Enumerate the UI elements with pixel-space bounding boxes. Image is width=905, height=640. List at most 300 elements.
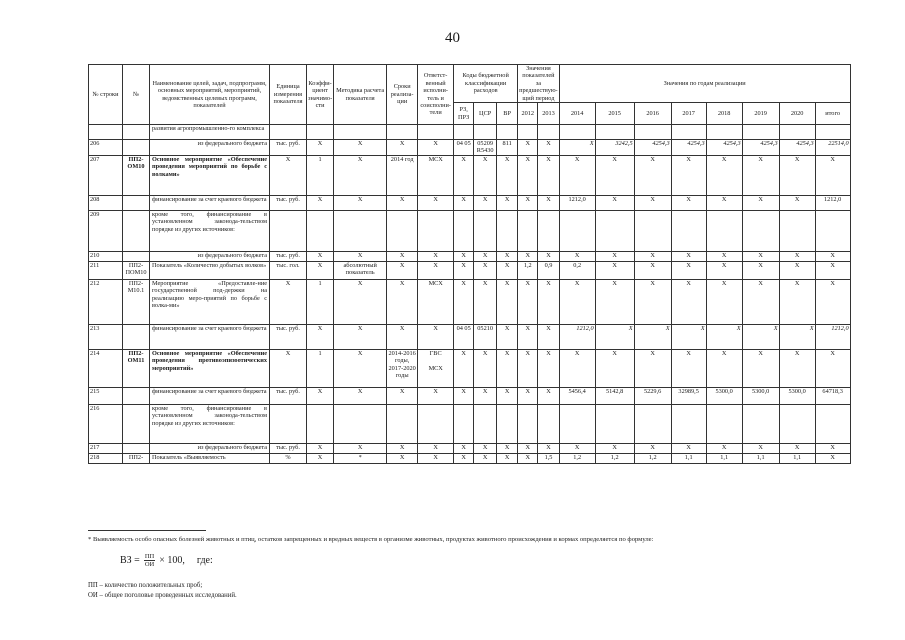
cell-v2012	[518, 210, 538, 251]
cell-v2018: X	[706, 443, 742, 453]
cell-csr: 05209 R5430	[474, 140, 497, 156]
cell-v2018	[706, 125, 742, 140]
cell-method: X	[334, 140, 387, 156]
header-budget-codes: Коды бюджетной классификации расходов	[454, 65, 518, 103]
cell-n	[123, 324, 150, 349]
footnote: * Выявляемость особо опасных болезней животных и птиц, остатков запрещенных и вредных веществ в организме животных, продуктах животного происхождения и кормах определяется по формуле:	[88, 536, 654, 543]
cell-unit	[270, 125, 307, 140]
formula-numerator: ПП	[144, 553, 155, 560]
header-name: Наименование целей, задач, подпрограмм, основных мероприятий, мероприятий, ведомственных целевых программ, показателей	[150, 65, 270, 125]
cell-v2014: X	[559, 155, 595, 195]
cell-v2016: 5229,6	[634, 387, 671, 404]
cell-total: X	[815, 279, 850, 324]
cell-unit: X	[270, 279, 307, 324]
table-row	[89, 140, 851, 156]
header-csr: ЦСР	[474, 103, 497, 125]
cell-rz: X	[454, 349, 474, 387]
cell-method: X	[334, 324, 387, 349]
cell-total: X	[815, 261, 850, 279]
cell-coef: 1	[307, 279, 334, 324]
cell-v2018: X	[706, 349, 742, 387]
definitions	[88, 581, 237, 601]
header-responsible: Ответст-венный исполни-тель и соисполни-тели	[418, 65, 454, 125]
cell-method: X	[334, 155, 387, 195]
cell-coef: X	[307, 251, 334, 261]
cell-resp: МСХ	[418, 155, 454, 195]
cell-v2020: X	[779, 443, 815, 453]
cell-coef	[307, 125, 334, 140]
header-2012: 2012	[518, 103, 538, 125]
cell-v2019: X	[742, 251, 779, 261]
cell-id: 211	[89, 261, 123, 279]
cell-id: 213	[89, 324, 123, 349]
cell-method: X	[334, 387, 387, 404]
cell-unit	[270, 210, 307, 251]
cell-method: X	[334, 443, 387, 453]
cell-term: X	[387, 443, 418, 453]
cell-v2016: X	[634, 279, 671, 324]
cell-vr: X	[497, 261, 518, 279]
cell-v2018: X	[706, 251, 742, 261]
cell-v2015	[595, 404, 634, 443]
cell-vr: 811	[497, 140, 518, 156]
cell-id: 212	[89, 279, 123, 324]
cell-v2018: X	[706, 261, 742, 279]
cell-v2018: X	[706, 155, 742, 195]
cell-vr	[497, 404, 518, 443]
cell-coef: X	[307, 261, 334, 279]
cell-vr: X	[497, 387, 518, 404]
cell-v2015: X	[595, 324, 634, 349]
cell-vr: X	[497, 453, 518, 463]
cell-v2012: X	[518, 453, 538, 463]
cell-v2018: 1,1	[706, 453, 742, 463]
cell-vr	[497, 210, 518, 251]
table-row	[89, 404, 851, 443]
cell-id: 206	[89, 140, 123, 156]
cell-v2019: 5300,0	[742, 387, 779, 404]
cell-v2012: X	[518, 251, 538, 261]
cell-resp: X	[418, 195, 454, 210]
cell-v2018	[706, 210, 742, 251]
cell-csr: X	[474, 443, 497, 453]
cell-v2019: X	[742, 349, 779, 387]
cell-n	[123, 251, 150, 261]
header-total: итого	[815, 103, 850, 125]
cell-term	[387, 404, 418, 443]
cell-v2019: X	[742, 324, 779, 349]
cell-v2017: X	[671, 155, 706, 195]
cell-v2014: X	[559, 279, 595, 324]
cell-v2017: X	[671, 443, 706, 453]
formula	[120, 553, 213, 568]
cell-v2017: X	[671, 349, 706, 387]
cell-v2013: X	[538, 387, 559, 404]
cell-n	[123, 140, 150, 156]
cell-n: ПП2-ОМ10	[123, 155, 150, 195]
cell-method	[334, 404, 387, 443]
definition-pp: ПП – количество положительных проб;	[88, 582, 203, 589]
cell-v2013	[538, 404, 559, 443]
cell-v2016	[634, 125, 671, 140]
cell-v2019	[742, 210, 779, 251]
cell-unit: тыс. гол.	[270, 261, 307, 279]
cell-v2020: 1,1	[779, 453, 815, 463]
cell-name: финансирование за счет краевого бюджета	[150, 387, 270, 404]
cell-v2017	[671, 125, 706, 140]
cell-rz: X	[454, 453, 474, 463]
cell-n	[123, 195, 150, 210]
cell-name: Показатель «Количество добытых волков»	[150, 261, 270, 279]
cell-n	[123, 443, 150, 453]
cell-v2016: X	[634, 349, 671, 387]
cell-id: 218	[89, 453, 123, 463]
cell-rz: 04 05	[454, 140, 474, 156]
cell-term	[387, 210, 418, 251]
cell-vr: X	[497, 443, 518, 453]
formula-where: где:	[196, 555, 213, 566]
table-row	[89, 443, 851, 453]
cell-name: из федерального бюджета	[150, 443, 270, 453]
cell-v2012: X	[518, 140, 538, 156]
table-row	[89, 279, 851, 324]
cell-v2014: 1212,0	[559, 195, 595, 210]
cell-unit: тыс. руб.	[270, 140, 307, 156]
cell-v2020	[779, 404, 815, 443]
cell-method: абсолютный показатель	[334, 261, 387, 279]
cell-v2013: X	[538, 155, 559, 195]
formula-lhs: ВЗ =	[120, 555, 140, 566]
footnote-divider	[88, 530, 206, 531]
cell-v2013: 1,5	[538, 453, 559, 463]
cell-unit: тыс. руб.	[270, 251, 307, 261]
cell-v2016: X	[634, 443, 671, 453]
cell-method: X	[334, 251, 387, 261]
cell-v2014	[559, 210, 595, 251]
cell-v2020: X	[779, 349, 815, 387]
cell-total	[815, 404, 850, 443]
cell-csr	[474, 125, 497, 140]
cell-coef: 1	[307, 155, 334, 195]
cell-rz: X	[454, 387, 474, 404]
cell-v2017	[671, 404, 706, 443]
cell-v2018: 5300,0	[706, 387, 742, 404]
cell-id: 210	[89, 251, 123, 261]
cell-v2019	[742, 404, 779, 443]
cell-v2017: X	[671, 324, 706, 349]
cell-csr: X	[474, 349, 497, 387]
cell-resp	[418, 404, 454, 443]
cell-v2017: 32989,5	[671, 387, 706, 404]
cell-resp: X	[418, 261, 454, 279]
cell-name: Основное мероприятие «Обеспечение проведения мероприятий по борьбе с волками»	[150, 155, 270, 195]
formula-fraction	[144, 553, 155, 568]
cell-v2012	[518, 404, 538, 443]
cell-v2014: 1212,0	[559, 324, 595, 349]
cell-csr	[474, 404, 497, 443]
cell-csr: X	[474, 251, 497, 261]
cell-v2020: X	[779, 251, 815, 261]
cell-v2019: 1,1	[742, 453, 779, 463]
table-row	[89, 195, 851, 210]
cell-method: X	[334, 349, 387, 387]
cell-v2013: X	[538, 251, 559, 261]
cell-total: X	[815, 453, 850, 463]
header-2014: 2014	[559, 103, 595, 125]
cell-csr	[474, 210, 497, 251]
cell-v2019: X	[742, 261, 779, 279]
formula-rhs: × 100,	[159, 555, 185, 566]
cell-name: кроме того, финансирование в установленном законода-тельством порядке из других источников:	[150, 210, 270, 251]
header-2019: 2019	[742, 103, 779, 125]
cell-v2019: X	[742, 279, 779, 324]
cell-v2019: X	[742, 443, 779, 453]
cell-coef	[307, 404, 334, 443]
cell-v2018: 4254,3	[706, 140, 742, 156]
cell-v2019: X	[742, 195, 779, 210]
cell-term: X	[387, 195, 418, 210]
cell-rz	[454, 210, 474, 251]
cell-v2012: X	[518, 195, 538, 210]
header-coefficient: Коэффи-циент значимо-сти	[307, 65, 334, 125]
cell-coef: X	[307, 453, 334, 463]
header-term: Сроки реализа-ции	[387, 65, 418, 125]
header-rz: РЗ, ПРЗ	[454, 103, 474, 125]
cell-v2018: X	[706, 195, 742, 210]
header-2016: 2016	[634, 103, 671, 125]
cell-term: 2014 год	[387, 155, 418, 195]
cell-total: 1212,0	[815, 195, 850, 210]
cell-csr: X	[474, 453, 497, 463]
cell-v2016: X	[634, 155, 671, 195]
cell-v2012: X	[518, 324, 538, 349]
table-row	[89, 349, 851, 387]
header-2017: 2017	[671, 103, 706, 125]
cell-vr: X	[497, 279, 518, 324]
table-row	[89, 387, 851, 404]
cell-v2019: 4254,3	[742, 140, 779, 156]
cell-total	[815, 210, 850, 251]
cell-v2015: X	[595, 155, 634, 195]
cell-n: ПП2-ОМ11	[123, 349, 150, 387]
cell-id: 214	[89, 349, 123, 387]
cell-rz: X	[454, 279, 474, 324]
cell-unit: X	[270, 155, 307, 195]
cell-name: кроме того, финансирование в установленном законода-тельством порядке из других источников:	[150, 404, 270, 443]
program-table-container	[88, 64, 851, 464]
cell-total: 64718,3	[815, 387, 850, 404]
table-row	[89, 261, 851, 279]
cell-id: 208	[89, 195, 123, 210]
cell-n: ПП2-ПОМ10	[123, 261, 150, 279]
cell-total	[815, 125, 850, 140]
cell-rz: X	[454, 155, 474, 195]
cell-unit: %	[270, 453, 307, 463]
cell-resp	[418, 125, 454, 140]
cell-csr: X	[474, 155, 497, 195]
cell-unit	[270, 404, 307, 443]
cell-name: финансирование за счет краевого бюджета	[150, 195, 270, 210]
cell-resp: X	[418, 453, 454, 463]
cell-v2014	[559, 404, 595, 443]
cell-total: X	[815, 155, 850, 195]
header-unit: Единица измерения показателя	[270, 65, 307, 125]
cell-v2020: 5300,0	[779, 387, 815, 404]
cell-coef	[307, 210, 334, 251]
cell-v2017: X	[671, 261, 706, 279]
cell-v2020: X	[779, 279, 815, 324]
cell-unit: тыс. руб.	[270, 443, 307, 453]
cell-csr: X	[474, 261, 497, 279]
cell-v2014: 5456,4	[559, 387, 595, 404]
cell-term: X	[387, 453, 418, 463]
cell-n	[123, 125, 150, 140]
cell-id: 215	[89, 387, 123, 404]
cell-csr: 05210	[474, 324, 497, 349]
cell-name: финансирование за счет краевого бюджета	[150, 324, 270, 349]
cell-id	[89, 125, 123, 140]
cell-total: 22514,0	[815, 140, 850, 156]
cell-v2012: X	[518, 279, 538, 324]
cell-csr: X	[474, 387, 497, 404]
cell-name: развития агропромышленно-го комплекса	[150, 125, 270, 140]
header-2013: 2013	[538, 103, 559, 125]
cell-v2015	[595, 125, 634, 140]
cell-v2016: X	[634, 324, 671, 349]
cell-term: X	[387, 251, 418, 261]
cell-v2013: 0,9	[538, 261, 559, 279]
cell-v2013: X	[538, 349, 559, 387]
header-2015: 2015	[595, 103, 634, 125]
program-indicators-table	[88, 64, 851, 464]
cell-v2016: X	[634, 251, 671, 261]
cell-v2012: X	[518, 155, 538, 195]
cell-resp: X	[418, 387, 454, 404]
cell-coef: X	[307, 324, 334, 349]
cell-method: X	[334, 195, 387, 210]
cell-resp: X	[418, 251, 454, 261]
cell-v2017	[671, 210, 706, 251]
cell-total: X	[815, 251, 850, 261]
cell-v2017: X	[671, 251, 706, 261]
cell-v2015: X	[595, 443, 634, 453]
cell-n: ПП2-	[123, 453, 150, 463]
cell-coef: 1	[307, 349, 334, 387]
cell-v2020: X	[779, 195, 815, 210]
cell-v2020: X	[779, 324, 815, 349]
cell-total: 1212,0	[815, 324, 850, 349]
cell-v2016: X	[634, 195, 671, 210]
cell-name: из федерального бюджета	[150, 140, 270, 156]
cell-name: Основное мероприятие «Обеспечение проведения противоэпизоотических мероприятий»	[150, 349, 270, 387]
cell-term: X	[387, 261, 418, 279]
page-number: 40	[445, 30, 460, 46]
cell-v2020	[779, 125, 815, 140]
cell-name: Показатель «Выявляемость	[150, 453, 270, 463]
cell-v2013: X	[538, 195, 559, 210]
cell-v2013: X	[538, 279, 559, 324]
header-2020: 2020	[779, 103, 815, 125]
cell-n: ПП2-М10.1	[123, 279, 150, 324]
cell-v2012: X	[518, 387, 538, 404]
cell-v2017: X	[671, 279, 706, 324]
cell-term: X	[387, 140, 418, 156]
cell-v2020: X	[779, 261, 815, 279]
header-row-number: № строки	[89, 65, 123, 125]
cell-v2018: X	[706, 324, 742, 349]
cell-name: Мероприятие «Предоставле-ние государственной под-держки на реализацию меро-приятий по борьбе с волка-ми»	[150, 279, 270, 324]
cell-n	[123, 404, 150, 443]
cell-resp: X	[418, 140, 454, 156]
cell-v2018	[706, 404, 742, 443]
cell-n	[123, 210, 150, 251]
cell-v2015: X	[595, 261, 634, 279]
cell-rz: X	[454, 261, 474, 279]
cell-v2016: 1,2	[634, 453, 671, 463]
cell-v2014: X	[559, 443, 595, 453]
cell-v2016: X	[634, 261, 671, 279]
cell-name: из федерального бюджета	[150, 251, 270, 261]
cell-vr: X	[497, 155, 518, 195]
cell-vr	[497, 125, 518, 140]
table-row	[89, 453, 851, 463]
cell-v2015: X	[595, 251, 634, 261]
cell-v2012	[518, 125, 538, 140]
cell-v2020: X	[779, 155, 815, 195]
cell-v2015: 1,2	[595, 453, 634, 463]
cell-unit: тыс. руб.	[270, 387, 307, 404]
header-vr: ВР	[497, 103, 518, 125]
cell-v2019: X	[742, 155, 779, 195]
cell-v2015: 3242,5	[595, 140, 634, 156]
cell-v2012: X	[518, 443, 538, 453]
cell-resp: X	[418, 324, 454, 349]
cell-method: *	[334, 453, 387, 463]
cell-rz: 04 05	[454, 324, 474, 349]
cell-v2015: 5142,8	[595, 387, 634, 404]
cell-v2013: X	[538, 140, 559, 156]
cell-id: 209	[89, 210, 123, 251]
cell-method	[334, 210, 387, 251]
cell-csr: X	[474, 279, 497, 324]
cell-v2015: X	[595, 279, 634, 324]
cell-csr: X	[474, 195, 497, 210]
cell-unit: тыс. руб.	[270, 324, 307, 349]
cell-v2015	[595, 210, 634, 251]
cell-term: X	[387, 387, 418, 404]
cell-method: X	[334, 279, 387, 324]
cell-v2019	[742, 125, 779, 140]
cell-v2014	[559, 125, 595, 140]
cell-rz	[454, 404, 474, 443]
cell-unit: X	[270, 349, 307, 387]
cell-v2017: X	[671, 195, 706, 210]
cell-v2020	[779, 210, 815, 251]
cell-coef: X	[307, 387, 334, 404]
cell-v2014: X	[559, 140, 595, 156]
cell-resp: МСХ	[418, 279, 454, 324]
cell-v2020: 4254,3	[779, 140, 815, 156]
cell-n	[123, 387, 150, 404]
cell-v2014: X	[559, 251, 595, 261]
header-2018: 2018	[706, 103, 742, 125]
cell-term: X	[387, 324, 418, 349]
cell-id: 216	[89, 404, 123, 443]
cell-total: X	[815, 443, 850, 453]
table-row	[89, 155, 851, 195]
cell-v2015: X	[595, 349, 634, 387]
cell-term: 2014-2016 годы, 2017-2020 годы	[387, 349, 418, 387]
